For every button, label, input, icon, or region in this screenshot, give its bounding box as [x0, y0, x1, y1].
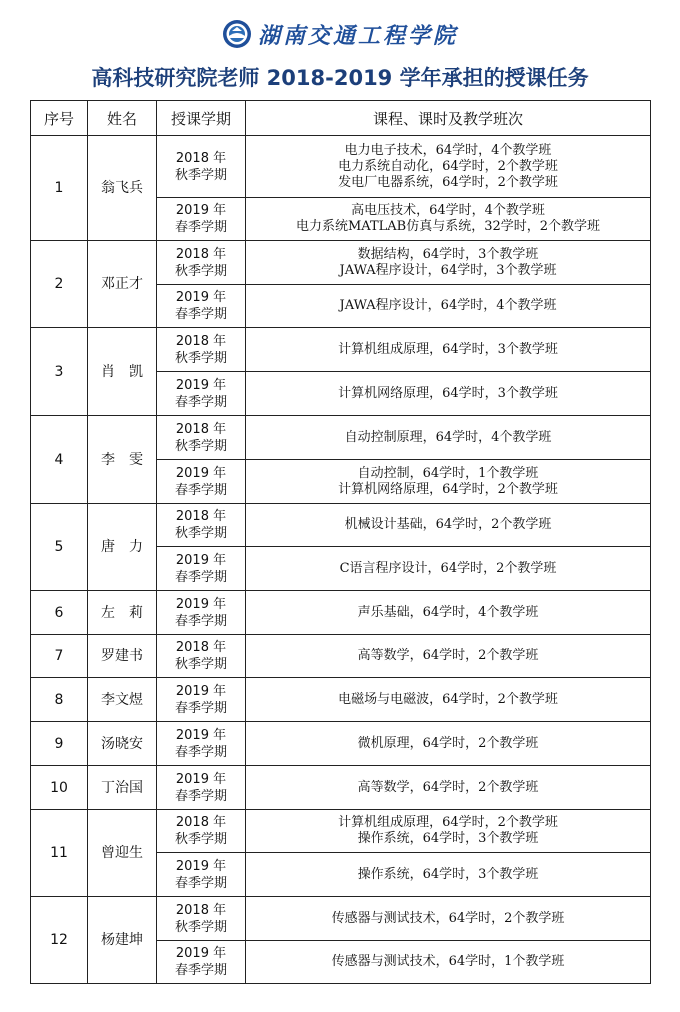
- table-row: [31, 328, 651, 372]
- cell-no: 1: [31, 136, 88, 241]
- cell-courses: 计算机组成原理，64学时，3个教学班: [246, 328, 651, 372]
- cell-teacher-name: 肖 凯: [88, 328, 157, 416]
- cell-teacher-name: 邓正才: [88, 241, 157, 328]
- table-row: [31, 678, 651, 722]
- cell-courses: 声乐基础，64学时，4个教学班: [246, 591, 651, 635]
- cell-no: 11: [31, 810, 88, 897]
- cell-term: 2019 年 春季学期: [157, 591, 246, 635]
- cell-courses: 操作系统，64学时，3个教学班: [246, 853, 651, 897]
- cell-teacher-name: 李文煜: [88, 678, 157, 722]
- header-row: [31, 101, 651, 136]
- cell-term: 2019 年 春季学期: [157, 285, 246, 328]
- cell-term: 2019 年 春季学期: [157, 722, 246, 766]
- cell-no: 6: [31, 591, 88, 635]
- col-header-courses: 课程、课时及教学班次: [246, 101, 651, 136]
- table-row: [31, 136, 651, 198]
- cell-term: 2019 年 春季学期: [157, 460, 246, 504]
- cell-teacher-name: 李 雯: [88, 416, 157, 504]
- table-row: [31, 810, 651, 853]
- cell-courses: 高等数学，64学时，2个教学班: [246, 766, 651, 810]
- cell-term: 2018 年 秋季学期: [157, 416, 246, 460]
- cell-courses: C语言程序设计，64学时，2个教学班: [246, 547, 651, 591]
- cell-no: 12: [31, 897, 88, 984]
- cell-teacher-name: 翁飞兵: [88, 136, 157, 241]
- cell-teacher-name: 曾迎生: [88, 810, 157, 897]
- table-row: [31, 416, 651, 460]
- cell-courses: 传感器与测试技术，64学时，1个教学班: [246, 941, 651, 984]
- cell-teacher-name: 汤晓安: [88, 722, 157, 766]
- cell-term: 2018 年 秋季学期: [157, 241, 246, 285]
- cell-courses: 自动控制，64学时，1个教学班 计算机网络原理，64学时，2个教学班: [246, 460, 651, 504]
- cell-teacher-name: 唐 力: [88, 504, 157, 591]
- cell-term: 2019 年 春季学期: [157, 198, 246, 241]
- cell-courses: 计算机网络原理，64学时，3个教学班: [246, 372, 651, 416]
- cell-courses: 高等数学，64学时，2个教学班: [246, 635, 651, 678]
- cell-term: 2018 年 秋季学期: [157, 328, 246, 372]
- table-row: [31, 504, 651, 547]
- cell-teacher-name: 杨建坤: [88, 897, 157, 984]
- cell-term: 2019 年 春季学期: [157, 547, 246, 591]
- cell-term: 2018 年 秋季学期: [157, 136, 246, 198]
- teaching-table: [30, 100, 651, 984]
- cell-courses: 数据结构，64学时，3个教学班 JAWA程序设计，64学时，3个教学班: [246, 241, 651, 285]
- cell-no: 7: [31, 635, 88, 678]
- cell-no: 9: [31, 722, 88, 766]
- cell-term: 2018 年 秋季学期: [157, 504, 246, 547]
- cell-courses: 机械设计基础，64学时，2个教学班: [246, 504, 651, 547]
- col-header-no: 序号: [31, 101, 88, 136]
- table-row: [31, 591, 651, 635]
- cell-term: 2019 年 春季学期: [157, 372, 246, 416]
- cell-term: 2019 年 春季学期: [157, 853, 246, 897]
- cell-no: 5: [31, 504, 88, 591]
- cell-courses: 微机原理，64学时，2个教学班: [246, 722, 651, 766]
- cell-term: 2019 年 春季学期: [157, 678, 246, 722]
- col-header-name: 姓名: [88, 101, 157, 136]
- cell-courses: 高电压技术，64学时，4个教学班 电力系统MATLAB仿真与系统，32学时，2个教学班: [246, 198, 651, 241]
- cell-term: 2019 年 春季学期: [157, 766, 246, 810]
- cell-term: 2018 年 秋季学期: [157, 810, 246, 853]
- school-header: [0, 14, 680, 54]
- cell-no: 4: [31, 416, 88, 504]
- cell-courses: JAWA程序设计，64学时，4个教学班: [246, 285, 651, 328]
- table-row: [31, 897, 651, 941]
- page-title: 高科技研究院老师 2018-2019 学年承担的授课任务: [91, 66, 589, 90]
- cell-no: 10: [31, 766, 88, 810]
- cell-term: 2018 年 秋季学期: [157, 635, 246, 678]
- school-logo-icon: [222, 19, 252, 49]
- table-row: [31, 241, 651, 285]
- cell-courses: 计算机组成原理，64学时，2个教学班 操作系统，64学时，3个教学班: [246, 810, 651, 853]
- table-row: [31, 722, 651, 766]
- cell-term: 2018 年 秋季学期: [157, 897, 246, 941]
- table-row: [31, 635, 651, 678]
- col-header-term: 授课学期: [157, 101, 246, 136]
- cell-teacher-name: 罗建书: [88, 635, 157, 678]
- school-name: 湖南交通工程学院: [257, 22, 458, 49]
- cell-teacher-name: 丁治国: [88, 766, 157, 810]
- cell-term: 2019 年 春季学期: [157, 941, 246, 984]
- cell-courses: 自动控制原理，64学时，4个教学班: [246, 416, 651, 460]
- cell-no: 8: [31, 678, 88, 722]
- cell-courses: 电力电子技术，64学时，4个教学班 电力系统自动化，64学时，2个教学班 发电厂电器系统，64学时，2个教学班: [246, 136, 651, 198]
- cell-courses: 传感器与测试技术，64学时，2个教学班: [246, 897, 651, 941]
- cell-no: 2: [31, 241, 88, 328]
- cell-teacher-name: 左 莉: [88, 591, 157, 635]
- cell-no: 3: [31, 328, 88, 416]
- cell-courses: 电磁场与电磁波，64学时，2个教学班: [246, 678, 651, 722]
- table-row: [31, 766, 651, 810]
